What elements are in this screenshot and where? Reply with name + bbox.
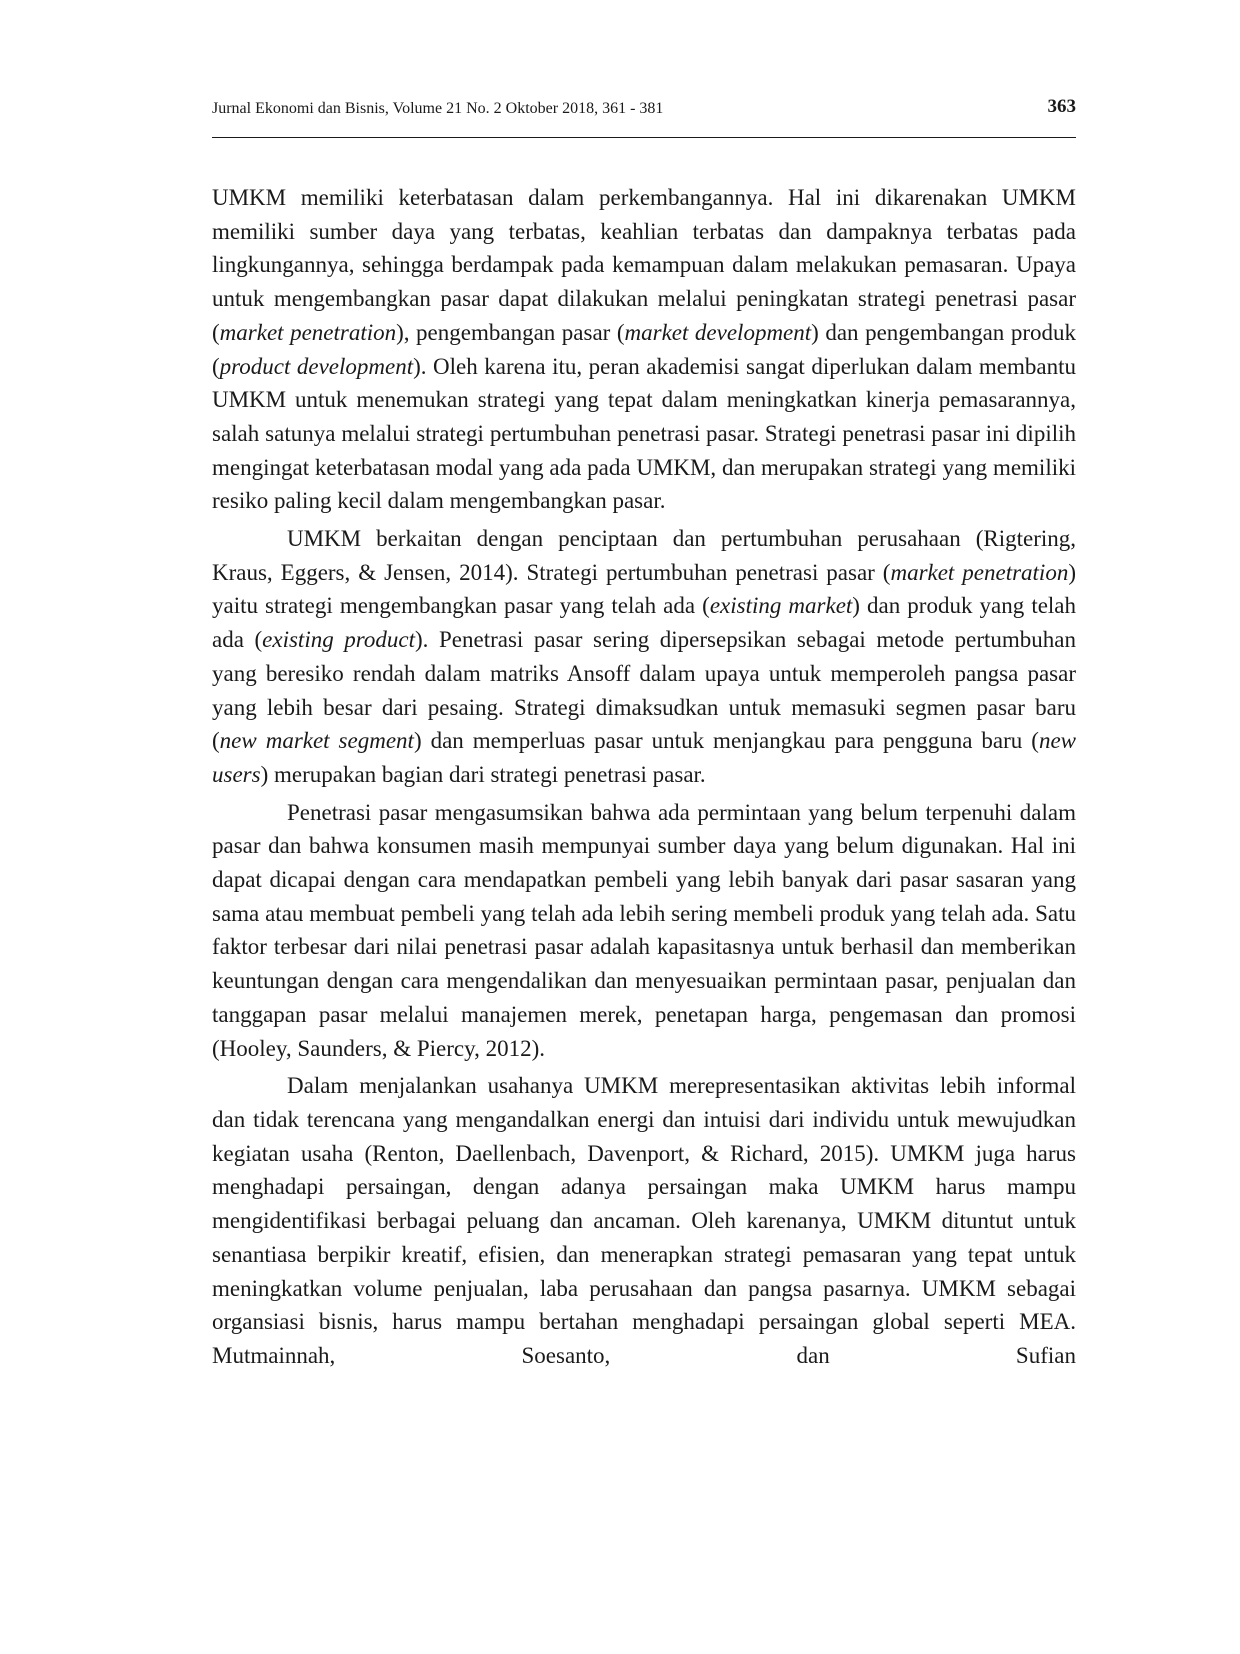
text-run: ), pengembangan pasar ( [396,319,625,345]
text-run: Dalam menjalankan usahanya UMKM merepresentasikan aktivitas lebih informal dan tidak terencana yang mengandalkan energi dan intuisi dari individu untuk mewujudkan kegiatan usaha (Renton, Daellenbach, Davenport, & Richard, 2015). UMKM juga harus menghadapi persaingan, dengan adanya persaingan maka UMKM harus mampu mengidentifikasi berbagai peluang dan ancaman. Oleh karenanya, UMKM dituntut untuk senantiasa berpikir kreatif, efisien, dan menerapkan strategi pemasaran yang tepat untuk meningkatkan volume penjualan, laba perusahaan dan pangsa pasarnya. UMKM sebagai organsiasi bisnis, harus mampu bertahan menghadapi persaingan global seperti MEA. Mutmainnah, Soesanto, dan Sufian [212,1073,1076,1368]
italic-term: market development [624,319,812,345]
page-number: 363 [1047,96,1076,117]
italic-term: market penetration [890,559,1069,585]
italic-term: new users [212,728,1076,787]
text-run: ) yaitu strategi mengembangkan pasar yang telah ada ( [212,559,1076,619]
text-run: UMKM berkaitan dengan penciptaan dan pertumbuhan perusahaan (Rigtering, Kraus, Eggers, & Jensen, 2014). Strategi pertumbuhan penetrasi pasar ( [212,526,1076,585]
text-run: ) dan produk yang telah ada ( [212,593,1077,653]
text-run: ) dan memperluas pasar untuk menjangkau para pengguna baru ( [413,728,1039,754]
text-run: UMKM memiliki keterbatasan dalam perkembangannya. Hal ini dikarenakan UMKM memiliki sumber daya yang terbatas, keahlian terbatas dan dampaknya terbatas pada lingkungannya, sehingga berdampak pada kemampuan dalam melakukan pemasaran. Upaya untuk mengembangkan pasar dapat dilakukan melalui peningkatan strategi penetrasi pasar ( [212,185,1076,345]
header-divider [212,137,1076,138]
body-text [212,181,1076,1377]
paragraph-p1 [212,181,1076,518]
text-run: ) dan pengembangan produk ( [212,319,1076,379]
text-run: ) merupakan bagian dari strategi penetrasi pasar. [260,761,706,787]
italic-term: product development [219,353,414,379]
italic-term: new market segment [219,728,414,754]
journal-reference: Jurnal Ekonomi dan Bisnis, Volume 21 No. 2 Oktober 2018, 361 - 381 [212,100,664,117]
paragraph-p4 [212,1069,1076,1372]
paragraph-p2 [212,522,1076,792]
text-run: Penetrasi pasar mengasumsikan bahwa ada permintaan yang belum terpenuhi dalam pasar dan bahwa konsumen masih mempunyai sumber daya yang belum digunakan. Hal ini dapat dicapai dengan cara mendapatkan pembeli yang lebih banyak dari pasar sasaran yang sama atau membuat pembeli yang telah ada lebih sering membeli produk yang telah ada. Satu faktor terbesar dari nilai penetrasi pasar adalah kapasitasnya untuk berhasil dan memberikan keuntungan dengan cara mengendalikan dan menyesuaikan permintaan pasar, penjualan dan tanggapan pasar melalui manajemen merek, penetapan harga, pengemasan dan promosi (Hooley, Saunders, & Piercy, 2012). [212,799,1076,1061]
paragraph-p3 [212,796,1076,1066]
italic-term: market penetration [219,319,397,345]
running-header [212,96,1076,136]
italic-term: existing market [709,593,853,619]
text-run: ). Penetrasi pasar sering dipersepsikan sebagai metode pertumbuhan yang beresiko rendah dalam matriks Ansoff dalam upaya untuk memperoleh pangsa pasar yang lebih besar dari pesaing. Strategi dimaksudkan untuk memasuki segmen pasar baru ( [212,627,1077,754]
italic-term: existing product [262,627,415,653]
text-run: ). Oleh karena itu, peran akademisi sangat diperlukan dalam membantu UMKM untuk menemukan strategi yang tepat dalam meningkatkan kinerja pemasarannya, salah satunya melalui strategi pertumbuhan penetrasi pasar. Strategi penetrasi pasar ini dipilih mengingat keterbatasan modal yang ada pada UMKM, dan merupakan strategi yang memiliki resiko paling kecil dalam mengembangkan pasar. [212,353,1077,514]
